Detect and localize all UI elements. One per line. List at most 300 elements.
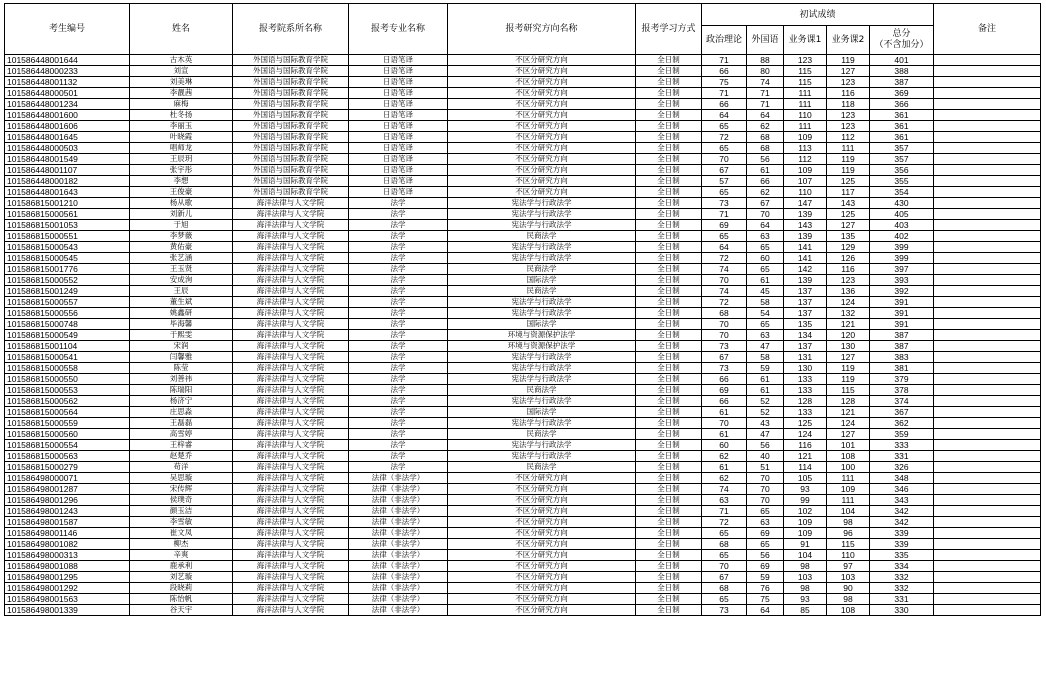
cell-id: 101586498001082	[5, 539, 130, 550]
cell-remark	[934, 506, 1041, 517]
cell-name: 刘善祎	[130, 374, 233, 385]
cell-politics: 67	[702, 572, 747, 583]
cell-total: 357	[870, 143, 934, 154]
cell-id: 101586498000313	[5, 550, 130, 561]
cell-politics: 66	[702, 396, 747, 407]
cell-politics: 62	[702, 451, 747, 462]
header-remark: 备注	[934, 4, 1041, 55]
cell-total: 430	[870, 198, 934, 209]
cell-course2: 124	[827, 297, 870, 308]
cell-total: 326	[870, 462, 934, 473]
cell-direction: 国际法学	[448, 407, 636, 418]
cell-course2: 129	[827, 242, 870, 253]
table-row	[5, 187, 1041, 198]
cell-course2: 111	[827, 473, 870, 484]
cell-direction: 不区分研究方向	[448, 561, 636, 572]
header-course1: 业务课1	[784, 26, 827, 55]
cell-mode: 全日制	[636, 319, 702, 330]
cell-id: 101586498001146	[5, 528, 130, 539]
cell-dept: 海洋法律与人文学院	[233, 352, 349, 363]
cell-course1: 137	[784, 286, 827, 297]
cell-dept: 外国语与国际教育学院	[233, 99, 349, 110]
cell-foreign: 64	[747, 220, 784, 231]
cell-course1: 133	[784, 407, 827, 418]
cell-course1: 112	[784, 154, 827, 165]
table-row	[5, 297, 1041, 308]
table-row	[5, 198, 1041, 209]
cell-course2: 103	[827, 572, 870, 583]
cell-dept: 海洋法律与人文学院	[233, 330, 349, 341]
cell-course1: 125	[784, 418, 827, 429]
cell-id: 101586815000279	[5, 462, 130, 473]
cell-mode: 全日制	[636, 209, 702, 220]
cell-direction: 国际法学	[448, 319, 636, 330]
cell-mode: 全日制	[636, 165, 702, 176]
cell-direction: 民商法学	[448, 286, 636, 297]
cell-name: 宋润	[130, 341, 233, 352]
cell-name: 麻梅	[130, 99, 233, 110]
cell-politics: 65	[702, 550, 747, 561]
cell-dept: 海洋法律与人文学院	[233, 495, 349, 506]
cell-name: 安成洵	[130, 275, 233, 286]
cell-foreign: 65	[747, 539, 784, 550]
header-mode: 报考学习方式	[636, 4, 702, 55]
cell-course1: 107	[784, 176, 827, 187]
cell-course1: 109	[784, 132, 827, 143]
cell-remark	[934, 286, 1041, 297]
table-row	[5, 253, 1041, 264]
table-row	[5, 517, 1041, 528]
cell-name: 王俊豪	[130, 187, 233, 198]
cell-foreign: 54	[747, 308, 784, 319]
cell-mode: 全日制	[636, 484, 702, 495]
cell-major: 法学	[349, 440, 448, 451]
cell-direction: 民商法学	[448, 429, 636, 440]
cell-mode: 全日制	[636, 506, 702, 517]
cell-major: 法学	[349, 429, 448, 440]
cell-politics: 73	[702, 605, 747, 616]
cell-foreign: 60	[747, 253, 784, 264]
cell-mode: 全日制	[636, 286, 702, 297]
table-row	[5, 209, 1041, 220]
cell-name: 董生斌	[130, 297, 233, 308]
cell-name: 李雪敏	[130, 517, 233, 528]
cell-name: 黄佑豪	[130, 242, 233, 253]
cell-total: 379	[870, 374, 934, 385]
cell-total: 367	[870, 407, 934, 418]
cell-remark	[934, 264, 1041, 275]
cell-foreign: 62	[747, 121, 784, 132]
cell-major: 法学	[349, 198, 448, 209]
cell-dept: 海洋法律与人文学院	[233, 275, 349, 286]
cell-remark	[934, 319, 1041, 330]
cell-dept: 海洋法律与人文学院	[233, 374, 349, 385]
cell-course1: 115	[784, 77, 827, 88]
cell-direction: 不区分研究方向	[448, 528, 636, 539]
cell-course2: 108	[827, 451, 870, 462]
cell-dept: 海洋法律与人文学院	[233, 286, 349, 297]
cell-name: 张艺涵	[130, 253, 233, 264]
cell-id: 101586815000557	[5, 297, 130, 308]
cell-course2: 96	[827, 528, 870, 539]
cell-dept: 海洋法律与人文学院	[233, 429, 349, 440]
cell-foreign: 61	[747, 165, 784, 176]
cell-foreign: 63	[747, 231, 784, 242]
cell-major: 日语笔译	[349, 66, 448, 77]
cell-major: 法学	[349, 363, 448, 374]
cell-foreign: 59	[747, 572, 784, 583]
cell-direction: 宪法学与行政法学	[448, 440, 636, 451]
cell-mode: 全日制	[636, 396, 702, 407]
header-total	[870, 26, 934, 55]
cell-name: 崔文凤	[130, 528, 233, 539]
cell-id: 101586498001088	[5, 561, 130, 572]
cell-course2: 115	[827, 385, 870, 396]
cell-course1: 137	[784, 341, 827, 352]
cell-total: 362	[870, 418, 934, 429]
cell-direction: 宪法学与行政法学	[448, 220, 636, 231]
cell-dept: 海洋法律与人文学院	[233, 253, 349, 264]
cell-dept: 海洋法律与人文学院	[233, 396, 349, 407]
table-header	[5, 4, 1041, 55]
cell-foreign: 47	[747, 341, 784, 352]
cell-remark	[934, 352, 1041, 363]
cell-politics: 67	[702, 165, 747, 176]
cell-direction: 环境与资源保护法学	[448, 330, 636, 341]
cell-id: 101586498001296	[5, 495, 130, 506]
cell-total: 342	[870, 506, 934, 517]
cell-course1: 141	[784, 242, 827, 253]
table-row	[5, 330, 1041, 341]
cell-total: 366	[870, 99, 934, 110]
cell-foreign: 52	[747, 396, 784, 407]
cell-politics: 66	[702, 374, 747, 385]
cell-politics: 65	[702, 594, 747, 605]
table-row	[5, 121, 1041, 132]
cell-foreign: 62	[747, 187, 784, 198]
cell-total: 359	[870, 429, 934, 440]
cell-major: 法学	[349, 385, 448, 396]
cell-id: 101586815000563	[5, 451, 130, 462]
cell-course1: 123	[784, 55, 827, 66]
table-body	[5, 55, 1041, 616]
cell-id: 101586815000559	[5, 418, 130, 429]
cell-foreign: 61	[747, 275, 784, 286]
cell-remark	[934, 99, 1041, 110]
cell-dept: 海洋法律与人文学院	[233, 341, 349, 352]
cell-name: 唱师龙	[130, 143, 233, 154]
cell-dept: 外国语与国际教育学院	[233, 55, 349, 66]
cell-course2: 104	[827, 506, 870, 517]
cell-major: 日语笔译	[349, 176, 448, 187]
cell-remark	[934, 451, 1041, 462]
cell-politics: 71	[702, 506, 747, 517]
table-row	[5, 286, 1041, 297]
cell-name: 刘美琳	[130, 77, 233, 88]
cell-politics: 65	[702, 528, 747, 539]
cell-id: 101586815000543	[5, 242, 130, 253]
cell-course1: 91	[784, 539, 827, 550]
table-row	[5, 220, 1041, 231]
cell-course2: 130	[827, 341, 870, 352]
cell-politics: 73	[702, 198, 747, 209]
cell-course2: 125	[827, 176, 870, 187]
cell-direction: 不区分研究方向	[448, 517, 636, 528]
cell-politics: 73	[702, 341, 747, 352]
cell-remark	[934, 242, 1041, 253]
cell-dept: 海洋法律与人文学院	[233, 550, 349, 561]
cell-remark	[934, 209, 1041, 220]
cell-major: 法学	[349, 286, 448, 297]
cell-major: 法学	[349, 352, 448, 363]
cell-name: 李丽玉	[130, 121, 233, 132]
header-dept: 报考院系所名称	[233, 4, 349, 55]
header-foreign: 外国语	[747, 26, 784, 55]
cell-dept: 海洋法律与人文学院	[233, 451, 349, 462]
cell-name: 王玉贤	[130, 264, 233, 275]
cell-dept: 海洋法律与人文学院	[233, 242, 349, 253]
cell-total: 335	[870, 550, 934, 561]
cell-course2: 110	[827, 550, 870, 561]
cell-name: 李梦薇	[130, 231, 233, 242]
cell-major: 法律（非法学）	[349, 473, 448, 484]
cell-dept: 海洋法律与人文学院	[233, 308, 349, 319]
cell-politics: 61	[702, 429, 747, 440]
cell-remark	[934, 528, 1041, 539]
cell-course2: 120	[827, 330, 870, 341]
cell-foreign: 43	[747, 418, 784, 429]
cell-major: 法律（非法学）	[349, 484, 448, 495]
cell-dept: 海洋法律与人文学院	[233, 484, 349, 495]
cell-foreign: 61	[747, 374, 784, 385]
cell-direction: 宪法学与行政法学	[448, 396, 636, 407]
cell-name: 于旭	[130, 220, 233, 231]
cell-major: 法学	[349, 275, 448, 286]
cell-total: 355	[870, 176, 934, 187]
cell-dept: 海洋法律与人文学院	[233, 363, 349, 374]
cell-direction: 不区分研究方向	[448, 605, 636, 616]
cell-id: 101586815001210	[5, 198, 130, 209]
cell-name: 古木英	[130, 55, 233, 66]
cell-name: 杨从歌	[130, 198, 233, 209]
cell-mode: 全日制	[636, 132, 702, 143]
cell-mode: 全日制	[636, 297, 702, 308]
cell-politics: 65	[702, 143, 747, 154]
cell-mode: 全日制	[636, 55, 702, 66]
cell-major: 日语笔译	[349, 132, 448, 143]
cell-politics: 73	[702, 363, 747, 374]
cell-mode: 全日制	[636, 88, 702, 99]
cell-foreign: 56	[747, 550, 784, 561]
cell-politics: 64	[702, 110, 747, 121]
cell-id: 101586815001249	[5, 286, 130, 297]
cell-remark	[934, 66, 1041, 77]
table-row	[5, 429, 1041, 440]
cell-id: 101586448000233	[5, 66, 130, 77]
cell-major: 法律（非法学）	[349, 605, 448, 616]
cell-total: 348	[870, 473, 934, 484]
cell-remark	[934, 341, 1041, 352]
cell-remark	[934, 154, 1041, 165]
cell-major: 日语笔译	[349, 88, 448, 99]
cell-course2: 132	[827, 308, 870, 319]
cell-dept: 外国语与国际教育学院	[233, 143, 349, 154]
cell-id: 101586815000549	[5, 330, 130, 341]
cell-name: 刘新儿	[130, 209, 233, 220]
table-row	[5, 583, 1041, 594]
cell-foreign: 70	[747, 473, 784, 484]
cell-direction: 不区分研究方向	[448, 187, 636, 198]
table-row	[5, 242, 1041, 253]
cell-mode: 全日制	[636, 418, 702, 429]
cell-name: 庄思淼	[130, 407, 233, 418]
cell-politics: 68	[702, 308, 747, 319]
cell-dept: 外国语与国际教育学院	[233, 176, 349, 187]
cell-remark	[934, 77, 1041, 88]
cell-politics: 65	[702, 121, 747, 132]
cell-total: 387	[870, 341, 934, 352]
cell-dept: 外国语与国际教育学院	[233, 77, 349, 88]
cell-dept: 海洋法律与人文学院	[233, 319, 349, 330]
cell-course1: 109	[784, 517, 827, 528]
cell-foreign: 74	[747, 77, 784, 88]
cell-dept: 海洋法律与人文学院	[233, 583, 349, 594]
cell-name: 张宇彤	[130, 165, 233, 176]
cell-course2: 101	[827, 440, 870, 451]
cell-politics: 68	[702, 539, 747, 550]
cell-remark	[934, 572, 1041, 583]
cell-direction: 不区分研究方向	[448, 77, 636, 88]
cell-total: 333	[870, 440, 934, 451]
cell-direction: 民商法学	[448, 264, 636, 275]
cell-dept: 海洋法律与人文学院	[233, 517, 349, 528]
cell-politics: 74	[702, 286, 747, 297]
cell-course2: 127	[827, 220, 870, 231]
cell-major: 法学	[349, 209, 448, 220]
cell-name: 陈怡帆	[130, 594, 233, 605]
cell-name: 王辰	[130, 286, 233, 297]
cell-total: 378	[870, 385, 934, 396]
cell-politics: 69	[702, 385, 747, 396]
cell-remark	[934, 418, 1041, 429]
cell-dept: 海洋法律与人文学院	[233, 385, 349, 396]
cell-id: 101586498001587	[5, 517, 130, 528]
cell-total: 403	[870, 220, 934, 231]
cell-total: 393	[870, 275, 934, 286]
cell-foreign: 65	[747, 242, 784, 253]
cell-politics: 70	[702, 319, 747, 330]
cell-dept: 外国语与国际教育学院	[233, 132, 349, 143]
cell-total: 405	[870, 209, 934, 220]
cell-direction: 宪法学与行政法学	[448, 363, 636, 374]
cell-mode: 全日制	[636, 352, 702, 363]
cell-foreign: 65	[747, 264, 784, 275]
cell-mode: 全日制	[636, 517, 702, 528]
cell-remark	[934, 330, 1041, 341]
cell-name: 段晓莉	[130, 583, 233, 594]
cell-id: 101586815000560	[5, 429, 130, 440]
table-row	[5, 506, 1041, 517]
cell-total: 331	[870, 594, 934, 605]
cell-politics: 74	[702, 484, 747, 495]
cell-direction: 不区分研究方向	[448, 539, 636, 550]
cell-dept: 海洋法律与人文学院	[233, 473, 349, 484]
cell-id: 101586815001776	[5, 264, 130, 275]
cell-major: 法学	[349, 264, 448, 275]
cell-id: 101586448000182	[5, 176, 130, 187]
cell-major: 法律（非法学）	[349, 550, 448, 561]
cell-politics: 72	[702, 253, 747, 264]
cell-name: 辛爽	[130, 550, 233, 561]
cell-total: 399	[870, 253, 934, 264]
cell-major: 日语笔译	[349, 121, 448, 132]
cell-name: 毕海馨	[130, 319, 233, 330]
cell-course2: 112	[827, 132, 870, 143]
cell-course2: 135	[827, 231, 870, 242]
cell-name: 柳杰	[130, 539, 233, 550]
cell-politics: 70	[702, 154, 747, 165]
cell-dept: 海洋法律与人文学院	[233, 264, 349, 275]
cell-total: 374	[870, 396, 934, 407]
cell-remark	[934, 275, 1041, 286]
cell-id: 101586448001234	[5, 99, 130, 110]
table-row	[5, 484, 1041, 495]
cell-remark	[934, 110, 1041, 121]
cell-id: 101586498001563	[5, 594, 130, 605]
cell-id: 101586498000071	[5, 473, 130, 484]
table-row	[5, 341, 1041, 352]
cell-name: 姚鑫研	[130, 308, 233, 319]
cell-direction: 宪法学与行政法学	[448, 253, 636, 264]
header-major: 报考专业名称	[349, 4, 448, 55]
cell-dept: 海洋法律与人文学院	[233, 539, 349, 550]
cell-course1: 110	[784, 187, 827, 198]
cell-direction: 不区分研究方向	[448, 132, 636, 143]
cell-remark	[934, 495, 1041, 506]
cell-politics: 67	[702, 352, 747, 363]
cell-remark	[934, 132, 1041, 143]
cell-foreign: 88	[747, 55, 784, 66]
table-row	[5, 550, 1041, 561]
table-row	[5, 132, 1041, 143]
cell-course2: 121	[827, 319, 870, 330]
cell-mode: 全日制	[636, 561, 702, 572]
cell-name: 于熙雯	[130, 330, 233, 341]
cell-remark	[934, 396, 1041, 407]
cell-major: 法学	[349, 242, 448, 253]
cell-politics: 70	[702, 561, 747, 572]
cell-major: 法学	[349, 220, 448, 231]
table-row	[5, 154, 1041, 165]
cell-course1: 139	[784, 275, 827, 286]
cell-foreign: 47	[747, 429, 784, 440]
cell-major: 法律（非法学）	[349, 528, 448, 539]
cell-major: 法学	[349, 297, 448, 308]
table-row	[5, 165, 1041, 176]
cell-foreign: 69	[747, 561, 784, 572]
cell-politics: 63	[702, 495, 747, 506]
cell-dept: 外国语与国际教育学院	[233, 66, 349, 77]
cell-course2: 119	[827, 363, 870, 374]
cell-mode: 全日制	[636, 363, 702, 374]
cell-remark	[934, 220, 1041, 231]
cell-politics: 72	[702, 132, 747, 143]
cell-major: 法律（非法学）	[349, 506, 448, 517]
cell-politics: 70	[702, 275, 747, 286]
cell-name: 颜玉洁	[130, 506, 233, 517]
cell-id: 101586815000558	[5, 363, 130, 374]
table-row	[5, 440, 1041, 451]
